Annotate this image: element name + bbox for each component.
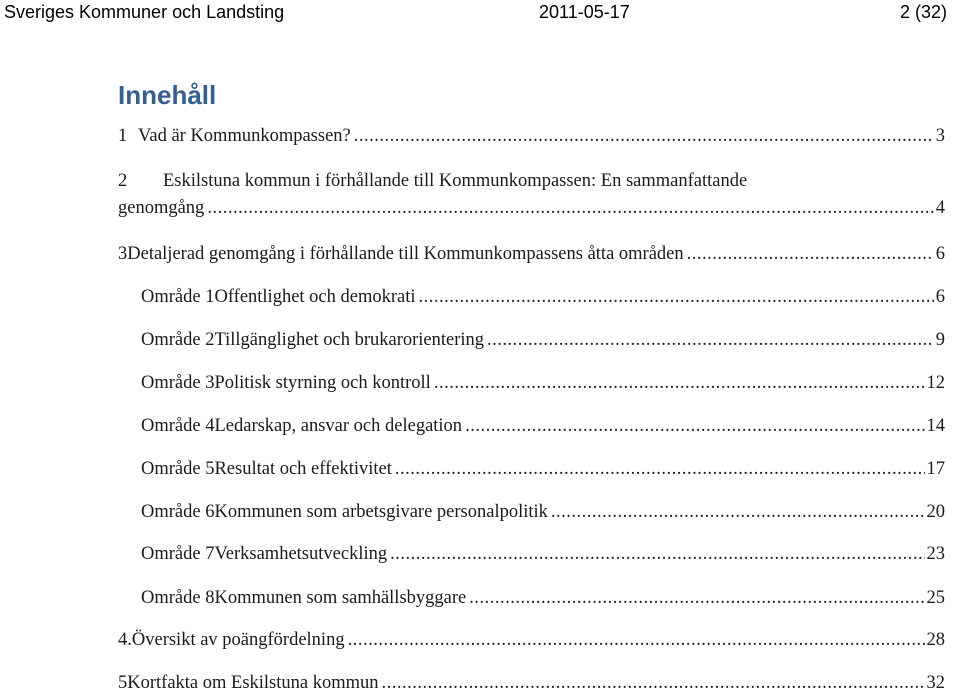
- toc-entry-omrade-7[interactable]: [141, 542, 945, 566]
- toc-leader-dots: [390, 542, 924, 566]
- toc-entry-label-line1: Eskilstuna kommun i förhållande till Kommunkompassen: En sammanfattande: [163, 171, 748, 191]
- toc-entry-label: Kortfakta om Eskilstuna kommun: [127, 673, 379, 693]
- toc-entry-3[interactable]: [118, 242, 945, 266]
- toc-entry-omrade-1[interactable]: [141, 285, 945, 309]
- toc-entry-omrade-8[interactable]: [141, 586, 945, 610]
- toc-entry-omrade-6[interactable]: [141, 500, 945, 524]
- toc-leader-dots: [487, 328, 934, 352]
- toc-entry-label: Offentlighet och demokrati: [214, 287, 416, 307]
- toc-entry-omrade-2[interactable]: [141, 328, 945, 352]
- toc-entry-page: 20: [926, 502, 945, 522]
- toc-entry-5[interactable]: [118, 671, 945, 695]
- toc-leader-dots: [687, 242, 934, 266]
- toc-entry-omrade-5[interactable]: [141, 457, 945, 481]
- toc-entry-label: Översikt av poängfördelning: [131, 630, 345, 650]
- toc-entry-number: Område 4: [141, 416, 215, 436]
- toc-leader-dots: [434, 371, 925, 395]
- toc-entry-page: 23: [926, 544, 945, 564]
- toc-leader-dots: [395, 457, 925, 481]
- toc-entry-number: Område 2: [141, 330, 215, 350]
- toc-leader-dots: [551, 500, 925, 524]
- toc-entry-label: Verksamhetsutveckling: [214, 544, 388, 564]
- toc-leader-dots: [419, 285, 934, 309]
- toc-entry-number: 1: [118, 126, 128, 146]
- toc-entry-omrade-4[interactable]: [141, 414, 945, 438]
- toc-entry-number: Område 8: [141, 588, 215, 608]
- toc-entry-page: 6: [935, 287, 945, 307]
- toc-entry-number: 2: [118, 171, 128, 191]
- toc-entry-label: Politisk styrning och kontroll: [214, 373, 431, 393]
- toc-entry-page: 6: [935, 244, 945, 264]
- toc-entry-page: 14: [926, 416, 945, 436]
- toc-entry-label: Ledarskap, ansvar och delegation: [214, 416, 463, 436]
- toc-leader-dots: [207, 196, 933, 220]
- toc-leader-dots: [469, 586, 924, 610]
- toc-entry-page: 32: [926, 673, 945, 693]
- toc-leader-dots: [465, 414, 924, 438]
- toc-entry-label: Resultat och effektivitet: [214, 459, 392, 479]
- toc-entry-1[interactable]: [118, 124, 945, 148]
- toc-entry-number: Område 6: [141, 502, 215, 522]
- toc-entry-page: 28: [926, 630, 945, 650]
- toc-entry-omrade-3[interactable]: [141, 371, 945, 395]
- header-organization: Sveriges Kommuner och Landsting: [4, 2, 285, 22]
- toc-entry-number: Område 7: [141, 544, 215, 564]
- toc-leader-dots: [354, 124, 934, 148]
- toc-entry-page: 25: [926, 588, 945, 608]
- toc-entry-2[interactable]: [118, 169, 945, 220]
- toc-entry-number: Område 1: [141, 287, 215, 307]
- toc-leader-dots: [348, 628, 925, 652]
- toc-entry-number: 4.: [118, 630, 132, 650]
- toc-entry-page: 9: [935, 330, 945, 350]
- toc-entry-label: genomgång: [118, 198, 205, 218]
- page-header: [0, 0, 959, 26]
- toc-entry-number: Område 5: [141, 459, 215, 479]
- toc-leader-dots: [382, 671, 925, 695]
- toc-entry-page: 12: [926, 373, 945, 393]
- toc-entry-label: Kommunen som arbetsgivare personalpolitik: [214, 502, 548, 522]
- toc-entry-label: Detaljerad genomgång i förhållande till Kommunkompassens åtta områden: [127, 244, 684, 264]
- toc-entry-page: 3: [935, 126, 945, 146]
- toc-entry-number: Område 3: [141, 373, 215, 393]
- header-page-number: 2 (32): [899, 2, 947, 22]
- toc-entry-label: Tillgänglighet och brukarorientering: [214, 330, 485, 350]
- toc-entry-4[interactable]: [118, 628, 945, 652]
- toc-title: Innehåll: [118, 80, 217, 110]
- header-date: 2011-05-17: [539, 2, 630, 22]
- toc-entry-number: 3: [118, 244, 128, 264]
- toc-entry-page: 4: [935, 198, 945, 218]
- toc-entry-page: 17: [926, 459, 945, 479]
- toc-entry-label: Vad är Kommunkompassen?: [138, 126, 351, 146]
- toc-entry-number: 5: [118, 673, 128, 693]
- toc-entry-label: Kommunen som samhällsbyggare: [214, 588, 467, 608]
